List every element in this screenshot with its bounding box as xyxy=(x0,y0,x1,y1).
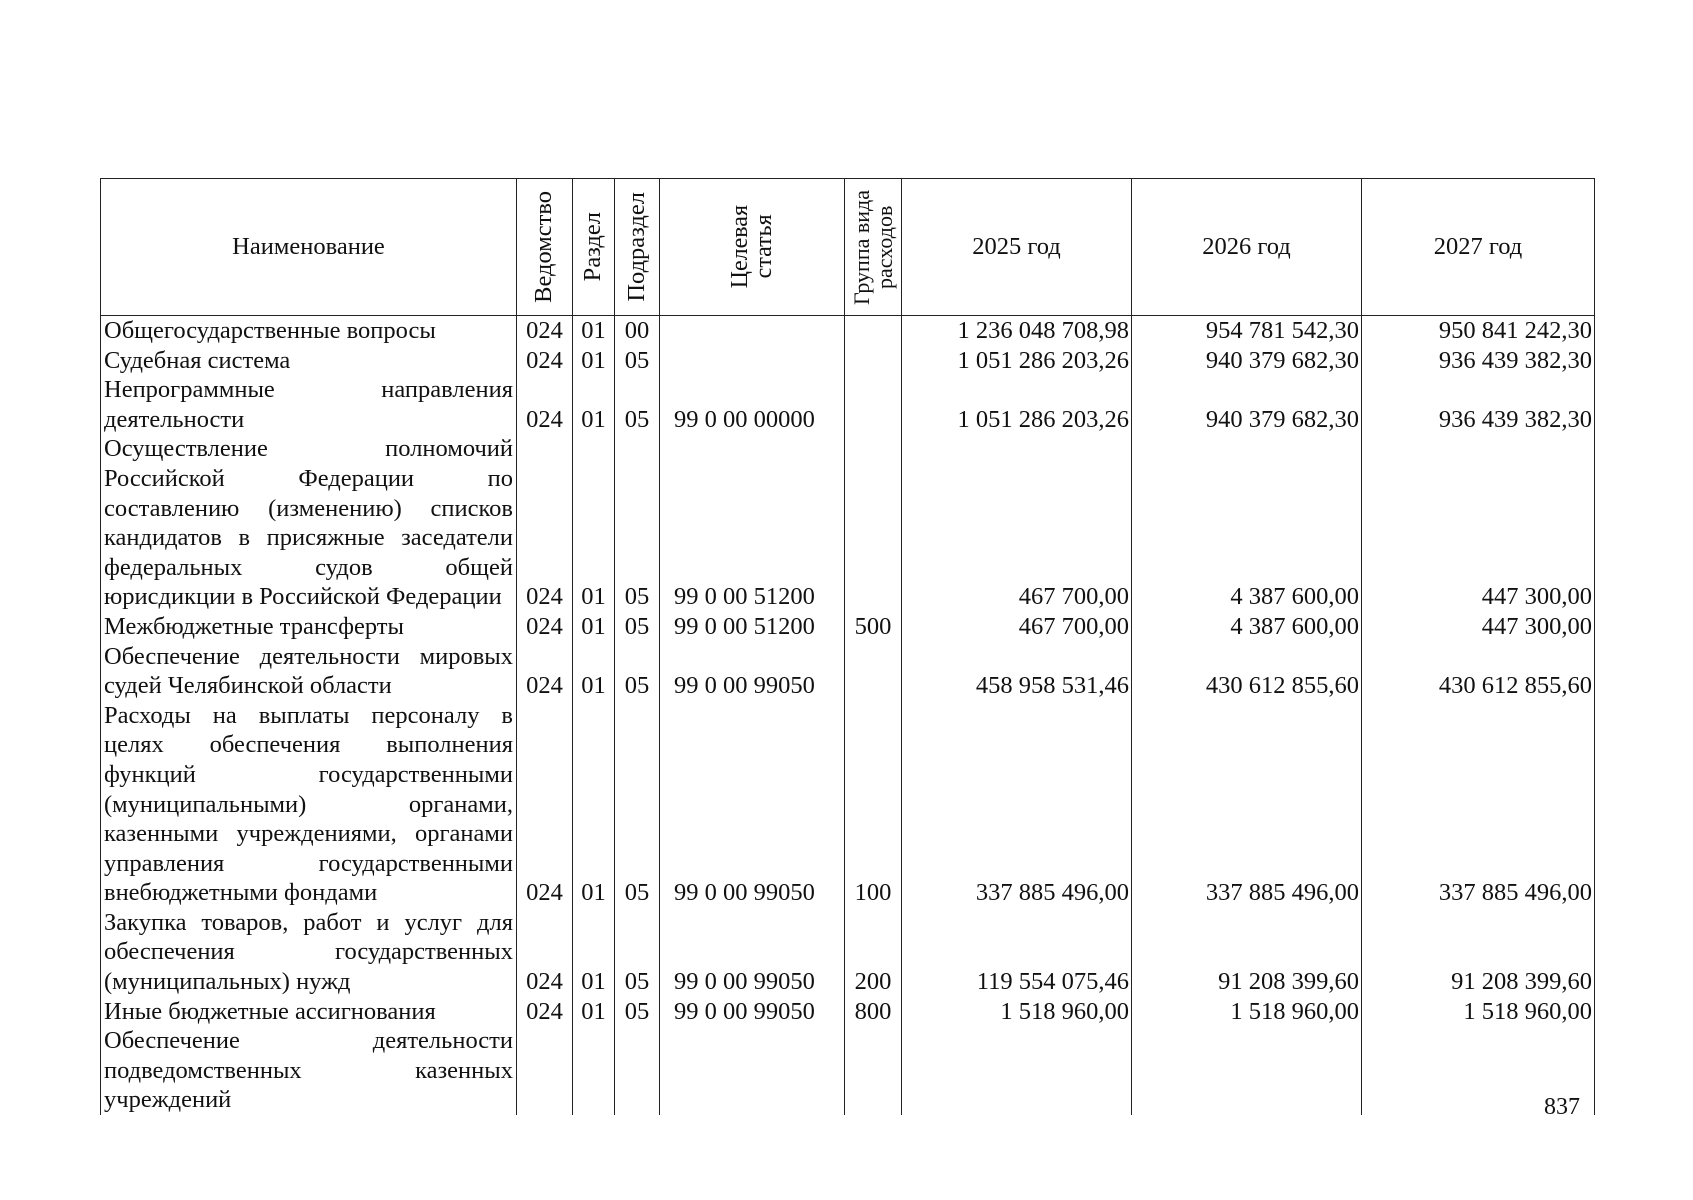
cell-amount-2025: 1 236 048 708,98 xyxy=(902,316,1132,346)
cell-amount-2027: 447 300,00 xyxy=(1362,434,1595,612)
cell-name: Судебная система xyxy=(101,346,517,376)
cell-amount-2026: 91 208 399,60 xyxy=(1132,908,1362,997)
cell-section: 01 xyxy=(573,434,615,612)
header-expense-group: Группа вида расходов xyxy=(845,179,902,316)
cell-department: 024 xyxy=(517,612,573,642)
cell-department: 024 xyxy=(517,375,573,434)
cell-subsection xyxy=(615,1026,660,1115)
cell-amount-2026: 4 387 600,00 xyxy=(1132,434,1362,612)
cell-section: 01 xyxy=(573,701,615,908)
cell-department: 024 xyxy=(517,642,573,701)
cell-subsection: 05 xyxy=(615,434,660,612)
cell-subsection: 05 xyxy=(615,375,660,434)
cell-name: Межбюджетные трансферты xyxy=(101,612,517,642)
cell-amount-2027: 1 518 960,00 xyxy=(1362,997,1595,1027)
cell-expense-group xyxy=(845,375,902,434)
header-target-item: Целевая статья xyxy=(660,179,845,316)
cell-amount-2027: 91 208 399,60 xyxy=(1362,908,1595,997)
cell-amount-2026: 954 781 542,30 xyxy=(1132,316,1362,346)
cell-name: Закупка товаров, работ и услуг для обеспечения государственных (муниципальных) нужд xyxy=(101,908,517,997)
header-year-2026: 2026 год xyxy=(1132,179,1362,316)
cell-expense-group: 500 xyxy=(845,612,902,642)
cell-amount-2027: 430 612 855,60 xyxy=(1362,642,1595,701)
cell-subsection: 00 xyxy=(615,316,660,346)
table-row xyxy=(101,346,1595,376)
cell-name: Осуществление полномочий Российской Федерации по составлению (изменению) списков кандидатов в присяжные заседатели федеральных судов общей юрисдикции в Российской Федерации xyxy=(101,434,517,612)
cell-target-item: 99 0 00 00000 xyxy=(660,375,845,434)
header-year-2025: 2025 год xyxy=(902,179,1132,316)
cell-expense-group: 800 xyxy=(845,997,902,1027)
cell-section: 01 xyxy=(573,997,615,1027)
cell-target-item xyxy=(660,1026,845,1115)
cell-section: 01 xyxy=(573,908,615,997)
cell-amount-2025: 1 051 286 203,26 xyxy=(902,375,1132,434)
cell-amount-2026: 4 387 600,00 xyxy=(1132,612,1362,642)
cell-section: 01 xyxy=(573,346,615,376)
cell-department xyxy=(517,1026,573,1115)
cell-expense-group xyxy=(845,316,902,346)
cell-name: Иные бюджетные ассигнования xyxy=(101,997,517,1027)
cell-amount-2026: 430 612 855,60 xyxy=(1132,642,1362,701)
cell-target-item: 99 0 00 51200 xyxy=(660,612,845,642)
cell-name: Обеспечение деятельности мировых судей Челябинской области xyxy=(101,642,517,701)
cell-amount-2027: 950 841 242,30 xyxy=(1362,316,1595,346)
cell-target-item xyxy=(660,346,845,376)
cell-subsection: 05 xyxy=(615,997,660,1027)
cell-section: 01 xyxy=(573,316,615,346)
cell-target-item: 99 0 00 51200 xyxy=(660,434,845,612)
cell-name: Непрограммные направления деятельности xyxy=(101,375,517,434)
cell-amount-2026: 1 518 960,00 xyxy=(1132,997,1362,1027)
table-row xyxy=(101,701,1595,908)
cell-target-item xyxy=(660,316,845,346)
header-department: Ведомство xyxy=(517,179,573,316)
table-row xyxy=(101,612,1595,642)
cell-subsection: 05 xyxy=(615,612,660,642)
cell-amount-2025: 467 700,00 xyxy=(902,434,1132,612)
cell-expense-group: 100 xyxy=(845,701,902,908)
table-row xyxy=(101,997,1595,1027)
cell-department: 024 xyxy=(517,316,573,346)
table-row xyxy=(101,1026,1595,1115)
cell-expense-group xyxy=(845,434,902,612)
table-row xyxy=(101,642,1595,701)
cell-name: Обеспечение деятельности подведомственных казенных учреждений xyxy=(101,1026,517,1115)
cell-target-item: 99 0 00 99050 xyxy=(660,701,845,908)
cell-department: 024 xyxy=(517,346,573,376)
cell-section: 01 xyxy=(573,375,615,434)
table-row xyxy=(101,434,1595,612)
cell-amount-2025 xyxy=(902,1026,1132,1115)
cell-name: Общегосударственные вопросы xyxy=(101,316,517,346)
cell-section xyxy=(573,1026,615,1115)
cell-name: Расходы на выплаты персоналу в целях обеспечения выполнения функций государственными (муниципальными) органами, казенными учреждениями, органами управления государственными внебюджетными фондами xyxy=(101,701,517,908)
cell-expense-group: 200 xyxy=(845,908,902,997)
cell-subsection: 05 xyxy=(615,346,660,376)
cell-amount-2027: 447 300,00 xyxy=(1362,612,1595,642)
table-row xyxy=(101,908,1595,997)
page-number: 837 xyxy=(1544,1094,1580,1120)
cell-amount-2027: 337 885 496,00 xyxy=(1362,701,1595,908)
cell-amount-2026: 337 885 496,00 xyxy=(1132,701,1362,908)
cell-subsection: 05 xyxy=(615,701,660,908)
cell-department: 024 xyxy=(517,908,573,997)
cell-section: 01 xyxy=(573,612,615,642)
table-row xyxy=(101,375,1595,434)
cell-department: 024 xyxy=(517,997,573,1027)
cell-amount-2025: 467 700,00 xyxy=(902,612,1132,642)
budget-table xyxy=(100,178,1595,1115)
table-row xyxy=(101,316,1595,346)
cell-amount-2025: 337 885 496,00 xyxy=(902,701,1132,908)
cell-subsection: 05 xyxy=(615,642,660,701)
cell-amount-2026: 940 379 682,30 xyxy=(1132,375,1362,434)
cell-department: 024 xyxy=(517,434,573,612)
cell-amount-2026 xyxy=(1132,1026,1362,1115)
header-name: Наименование xyxy=(101,179,517,316)
cell-expense-group xyxy=(845,642,902,701)
header-subsection: Подраздел xyxy=(615,179,660,316)
cell-target-item: 99 0 00 99050 xyxy=(660,997,845,1027)
cell-section: 01 xyxy=(573,642,615,701)
cell-amount-2026: 940 379 682,30 xyxy=(1132,346,1362,376)
cell-department: 024 xyxy=(517,701,573,908)
cell-target-item: 99 0 00 99050 xyxy=(660,642,845,701)
header-row xyxy=(101,179,1595,316)
header-year-2027: 2027 год xyxy=(1362,179,1595,316)
cell-amount-2027: 936 439 382,30 xyxy=(1362,346,1595,376)
cell-amount-2025: 458 958 531,46 xyxy=(902,642,1132,701)
cell-expense-group xyxy=(845,1026,902,1115)
cell-subsection: 05 xyxy=(615,908,660,997)
table-body xyxy=(101,316,1595,1116)
cell-amount-2025: 1 518 960,00 xyxy=(902,997,1132,1027)
cell-amount-2027: 936 439 382,30 xyxy=(1362,375,1595,434)
cell-amount-2025: 119 554 075,46 xyxy=(902,908,1132,997)
cell-amount-2025: 1 051 286 203,26 xyxy=(902,346,1132,376)
cell-expense-group xyxy=(845,346,902,376)
header-section: Раздел xyxy=(573,179,615,316)
cell-target-item: 99 0 00 99050 xyxy=(660,908,845,997)
